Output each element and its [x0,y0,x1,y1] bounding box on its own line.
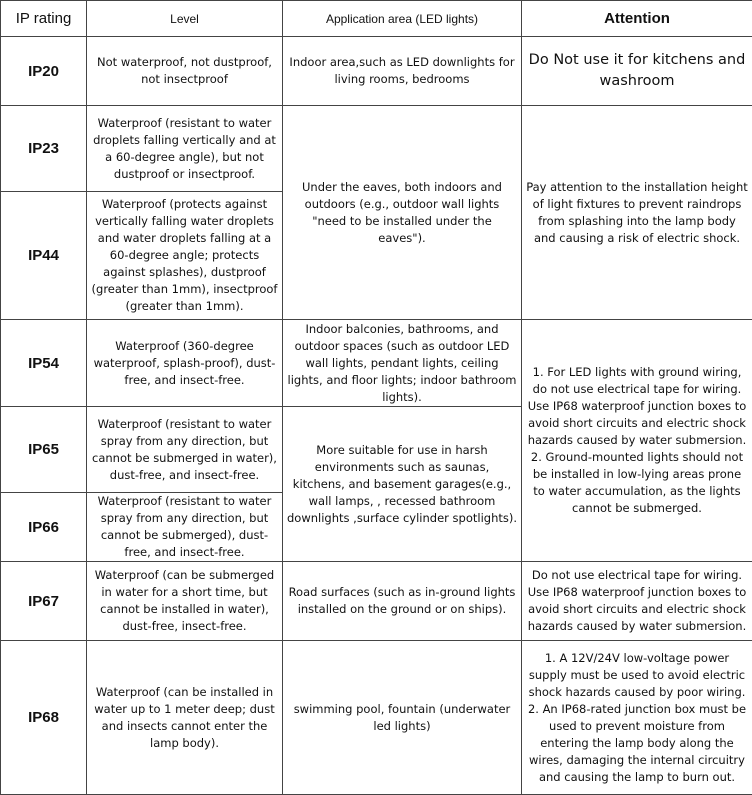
attention-cell: Do Not use it for kitchens and washroom [522,37,752,106]
level-cell: Waterproof (resistant to water droplets falling vertically and at a 60-degree angle), but not dustproof or insectproof. [87,106,283,192]
application-cell: Indoor balconies, bathrooms, and outdoor spaces (such as outdoor LED wall lights, pendant lights, ceiling lights, and floor lights; indoor bathroom lights). [283,320,522,407]
application-cell: More suitable for use in harsh environments such as saunas, kitchens, and basement garages(e.g., wall lamps, , recessed bathroom downlights ,surface cylinder spotlights). [283,407,522,562]
table-row [1,37,752,106]
level-cell: Waterproof (can be submerged in water for a short time, but cannot be installed in water), dust-free, insect-free. [87,562,283,641]
table-row [1,641,752,795]
application-cell: Road surfaces (such as in-ground lights installed on the ground or on ships). [283,562,522,641]
level-cell: Waterproof (can be installed in water up to 1 meter deep; dust and insects cannot enter the lamp body). [87,641,283,795]
application-cell: Under the eaves, both indoors and outdoors (e.g., outdoor wall lights "need to be installed under the eaves"). [283,106,522,320]
ip-code: IP44 [1,192,87,320]
attention-cell: Pay attention to the installation height of light fixtures to prevent raindrops from splashing into the lamp body and causing a risk of electric shock. [522,106,752,320]
attention-cell: 1. A 12V/24V low-voltage power supply must be used to avoid electric shock hazards caused by poor wiring. 2. An IP68-rated junction box must be used to prevent moisture from entering the lamp body along the wires, damaging the internal circuitry and causing the lamp to burn out. [522,641,752,795]
ip-code: IP23 [1,106,87,192]
level-cell: Waterproof (protects against vertically falling water droplets and water droplets falling at a 60-degree angle; protects against splashes), dustproof (greater than 1mm), insectproof (greater than 1mm). [87,192,283,320]
header-level: Level [87,1,283,37]
attention-cell: Do not use electrical tape for wiring. Use IP68 waterproof junction boxes to avoid short circuits and electric shock hazards caused by water submersion. [522,562,752,641]
ip-code: IP68 [1,641,87,795]
table-row [1,320,752,407]
table-row [1,562,752,641]
application-cell: swimming pool, fountain (underwater led lights) [283,641,522,795]
header-application-area: Application area (LED lights) [283,1,522,37]
level-cell: Waterproof (360-degree waterproof, splash-proof), dust-free, and insect-free. [87,320,283,407]
application-cell: Indoor area,such as LED downlights for living rooms, bedrooms [283,37,522,106]
ip-code: IP66 [1,493,87,562]
header-ip-rating: IP rating [1,1,87,37]
ip-code: IP67 [1,562,87,641]
ip-code: IP54 [1,320,87,407]
ip-code: IP65 [1,407,87,493]
level-cell: Waterproof (resistant to water spray from any direction, but cannot be submerged in water), dust-free, and insect-free. [87,407,283,493]
header-attention: Attention [522,1,752,37]
header-row [1,1,752,37]
ip-code: IP20 [1,37,87,106]
attention-cell: 1. For LED lights with ground wiring, do not use electrical tape for wiring. Use IP68 waterproof junction boxes to avoid short circuits and electric shock hazards caused by water submersion. 2. Ground-mounted lights should not be installed in low-lying areas prone to water accumulation, as the lights cannot be submerged. [522,320,752,562]
level-cell: Waterproof (resistant to water spray from any direction, but cannot be submerged), dust-free, and insect-free. [87,493,283,562]
level-cell: Not waterproof, not dustproof, not insectproof [87,37,283,106]
table-row [1,106,752,192]
